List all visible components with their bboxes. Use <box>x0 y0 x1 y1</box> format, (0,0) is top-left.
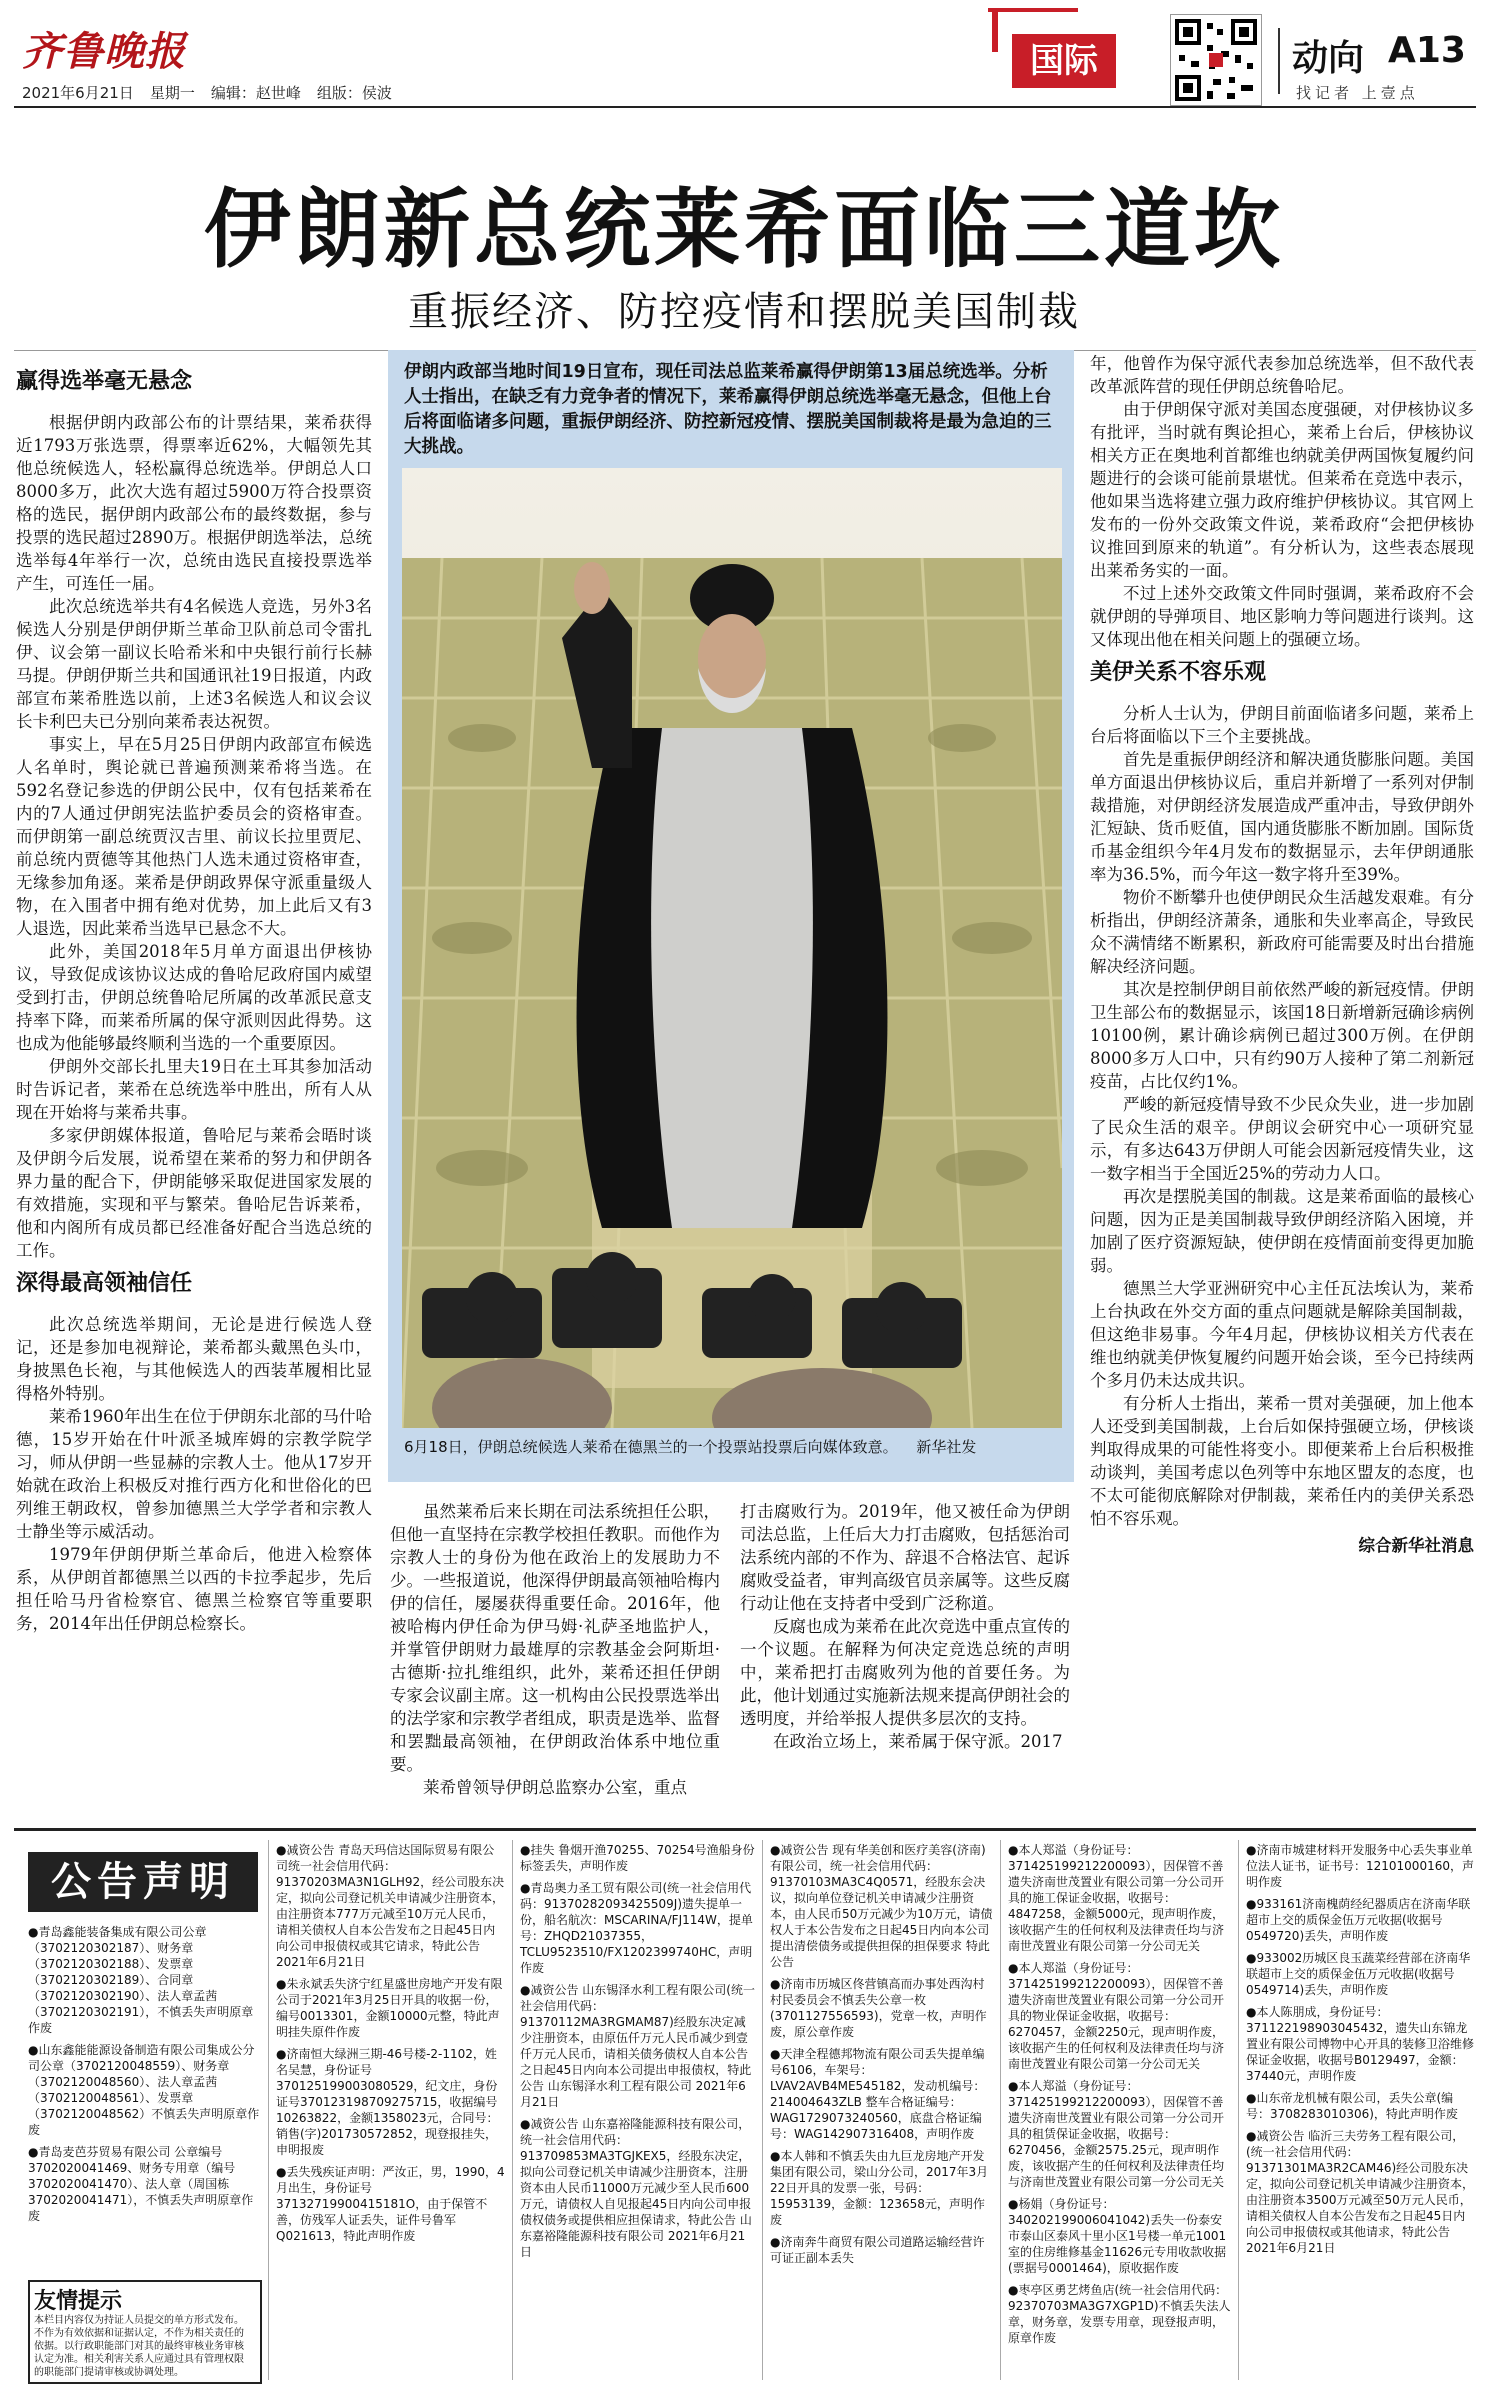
section-heading-us-iran: 美伊关系不容乐观 <box>1090 660 1267 685</box>
photo-credit: 新华社发 <box>916 1438 977 1456</box>
paragraph: 在政治立场上，莱希属于保守派。2017 <box>773 1732 1063 1751</box>
announcement-item: ●933002历城区良玉蔬菜经营部在济南华联超市上交的质保金伍万元收据(收据号0549714)丢失，声明作废 <box>1246 1951 1471 1997</box>
announcement-item: ●丢失残疾证声明：严汝正，男，1990，4月出生，身份证号37132719900415181O，由于保管不善，仿残军人证丢失，证件号鲁军Q021613，特此声明作废 <box>276 2165 505 2243</box>
paragraph: 根据伊朗内政部公布的计票结果，莱希获得近1793万张选票，得票率近62%，大幅领先其他总统候选人，轻松赢得总统选举。伊朗总人口8000多万，此次大选有超过5900万符合投票资格的选民，据伊朗内政部公布的最终数据，参与投票的选民超过2890万。根据伊朗选举法，总统选举每4年举行一次，总统由选民直接投票选举产生，可连任一届。 <box>16 413 372 593</box>
paragraph: 虽然莱希后来长期在司法系统担任公职，但他一直坚持在宗教学校担任教职。而他作为宗教人士的身份为他在政治上的发展助力不少。一些报道说，他深得伊朗最高领袖哈梅内伊的信任，屡屡获得重要任命。2016年，他被哈梅内伊任命为伊马姆·礼萨圣地监护人，并掌管伊朗财力最雄厚的宗教基金会阿斯坦·古德斯·拉扎维组织，此外，莱希还担任伊朗专家会议副主席。这一机构由公民投票选举出的法学家和宗教学者组成，职责是选举、监督和罢黜最高领袖，在伊朗政治体系中地位重要。 <box>390 1502 720 1774</box>
announcement-item: ●挂失 鲁烟开渔70255、70254号渔船身份标签丢失，声明作废 <box>520 1843 755 1873</box>
paragraph: 首先是重振伊朗经济和解决通货膨胀问题。美国单方面退出伊核协议后，重启并新增了一系列对伊制裁措施，对伊朗经济发展造成严重冲击，导致伊朗外汇短缺、货币贬值，国内通货膨胀不断加剧。国际货币基金组织今年4月发布的数据显示，去年伊朗通胀率为36.5%，而今年这一数字将升至39%。 <box>1090 750 1474 884</box>
announcement-item: ●济南奔牛商贸有限公司道路运输经营许可证正副本丢失 <box>770 2235 985 2265</box>
photo-caption <box>404 1436 1064 1457</box>
paragraph: 有分析人士指出，莱希一贯对美强硬，加上他本人还受到美国制裁，上台后如保持强硬立场，伊核谈判取得成果的可能性将变小。即便莱希上台后积极推动谈判，美国考虑以色列等中东地区盟友的态度，也不太可能彻底解除对伊制裁，莱希任内的美伊关系恐怕不容乐观。 <box>1090 1394 1474 1528</box>
announcement-item: ●本人郑溢（身份证号：371425199212200093），因保管不善遗失济南世茂置业有限公司第一分公司开具的施工保证金收据，收据号：4847258，金额5000元，现声明作废，该收据产生的任何权利及法律责任均与济南世茂置业有限公司第一分公司无关 <box>1008 1843 1225 1953</box>
paragraph: 不过上述外交政策文件同时强调，莱希政府不会就伊朗的导弹项目、地区影响力等问题进行谈判。这又体现出他在相关问题上的强硬立场。 <box>1090 584 1474 649</box>
paragraph: 伊朗外交部长扎里夫19日在土耳其参加活动时告诉记者，莱希在总统选举中胜出，所有人从现在开始将与莱希共事。 <box>16 1057 372 1122</box>
date: 2021年6月21日 <box>22 84 134 102</box>
caption-text: 6月18日，伊朗总统候选人莱希在德黑兰的一个投票站投票后向媒体致意。 <box>404 1438 898 1456</box>
announcement-item: ●济南恒大绿洲三期-46号楼-2-1102，姓名吴慧，身份证号370125199003080529，纪文庄，身份证号370123198709275715，收据编号10263822，金额1358023元，合同号：销售(字)201730572852，现登报挂失，申明报废 <box>276 2047 499 2157</box>
sub-headline: 重振经济、防控疫情和摆脱美国制裁 <box>408 289 1080 335</box>
dateline <box>22 82 408 103</box>
announcement-item: ●山东帝龙机械有限公司，丢失公章(编号：3708283010306)，特此声明作废 <box>1246 2091 1458 2121</box>
paragraph: 由于伊朗保守派对美国态度强硬，对伊核协议多有批评，当时就有舆论担心，莱希上台后，伊核协议相关方正在奥地利首都维也纳就美伊两国恢复履约问题进行的会谈可能前景堪忧。但莱希在竞选中表示，他如果当选将建立强力政府维护伊核协议。其官网上发布的一份外交政策文件说，莱希政府“会把伊核协议推回到原来的轨道”。有分析认为，这些表态展现出莱希务实的一面。 <box>1090 400 1474 580</box>
paragraph: 事实上，早在5月25日伊朗内政部宣布候选人名单时，舆论就已普遍预测莱希将当选。在592名登记参选的伊朗公民中，仅有包括莱希在内的7人通过伊朗宪法监护委员会的资格审查。而伊朗第一副总统贾汉吉里、前议长拉里贾尼、前总统内贾德等其他热门人选未通过资格审查，无缘参加角逐。莱希是伊朗政界保守派重量级人物，在入围者中拥有绝对优势，加上此后又有3人退选，因此莱希当选早已悬念不大。 <box>16 735 372 938</box>
paragraph: 其次是控制伊朗目前依然严峻的新冠疫情。伊朗卫生部公布的数据显示，该国18日新增新冠确诊病例10100例，累计确诊病例已超过300万例。在伊朗8000多万人口中，只有约90万人接种了第二剂新冠疫苗，占比仅约1%。 <box>1090 980 1474 1091</box>
paragraph: 分析人士认为，伊朗目前面临诸多问题，莱希上台后将面临以下三个主要挑战。 <box>1090 704 1474 746</box>
announcement-item: ●本人郑溢（身份证号：371425199212200093），因保管不善遗失济南世茂置业有限公司第一分公司开具的租赁保证金收据，收据号：6270456，金额2575.25元，现声明作废，该收据产生的任何权利及法律责任均与济南世茂置业有限公司第一分公司无关 <box>1008 2079 1225 2189</box>
announcement-item: ●青岛奥力圣工贸有限公司(统一社会信用代码：91370282093425509J)遗失提单一份，船名航次：MSCARINA/FJ114W，提单号：ZHQD21037355，TCLU9523510/FX1202399740HC，声明作废 <box>520 1881 753 1975</box>
reporter-slogan: 找记者 上壹点 <box>1296 84 1419 102</box>
announcement-item: ●本人郑溢（身份证号：371425199212200093），因保管不善遗失济南世茂置业有限公司第一分公司开具的物业保证金收据，收据号：6270457，金额2250元，现声明作废，该收据产生的任何权利及法律责任均与济南世茂置业有限公司第一分公司无关 <box>1008 1961 1225 2071</box>
column-divider <box>1238 1840 1239 2380</box>
paragraph: 此次总统选举期间，无论是进行候选人登记，还是参加电视辩论，莱希都头戴黑色头巾，身披黑色长袍，与其他候选人的西装革履相比显得格外特别。 <box>16 1315 372 1403</box>
middle-column-b <box>740 1500 1070 1753</box>
announcement-item: ●本人韩和不慎丢失由九巨龙房地产开发集团有限公司，梁山分公司，2017年3月22日开具的发票一张，号码：15953139，金额：123658元，声明作废 <box>770 2149 989 2227</box>
paragraph: 德黑兰大学亚洲研究中心主任瓦法埃认为，莱希上台执政在外交方面的重点问题就是解除美国制裁，但这绝非易事。今年4月起，伊核协议相关方代表在维也纳就美伊恢复履约问题开始会谈，至今已持续两个多月仍未达成共识。 <box>1090 1279 1474 1390</box>
announcement-item: ●减资公告 山东锡泽水利工程有限公司(统一社会信用代码：91370112MA3RGMAM87)经股东决定减少注册资本，由原伍仟万元人民币减少到壹仟万元人民币，请相关债务债权人自本公告之日起45日内向本公司提出申报债权，特此公告 山东锡泽水利工程有限公司 2021年6月21日 <box>520 1983 755 2109</box>
section-accent-bar <box>988 8 1078 12</box>
weekday: 星期一 <box>149 84 195 102</box>
announcement-item: ●减资公告 青岛天玛信达国际贸易有限公司统一社会信用代码：91370203MA3N1GLH92，经公司股东决定，拟向公司登记机关申请减少注册资本，由注册资本777万元减至10万元人民币，请相关债权人自本公告发布之日起45日内向公司申报债权或其它请求，特此公告 2021年6月21日 <box>276 1843 505 1969</box>
column-divider <box>512 1840 513 2380</box>
tip-title: 友情提示 <box>34 2289 123 2314</box>
main-headline: 伊朗新总统莱希面临三道坎 <box>204 180 1284 280</box>
announcement-rule <box>14 1828 1476 1831</box>
paragraph: 年，他曾作为保守派代表参加总统选举，但不敌代表改革派阵营的现任伊朗总统鲁哈尼。 <box>1090 354 1474 396</box>
announcement-column-5 <box>1008 1842 1232 2352</box>
paragraph: 莱希曾领导伊朗总监察办公室，重点 <box>423 1778 687 1797</box>
announcement-item: ●济南市城建材料开发服务中心丢失事业单位法人证书，证书号：12101000160，声明作废 <box>1246 1843 1474 1889</box>
announcement-item: ●减资公告 临沂三夫劳务工程有限公司，(统一社会信用代码：91371301MA3R2CAM46)经公司股东决定，拟向公司登记机关申请减少注册资本，由注册资本3500万元减至50万元人民币，请相关债权人自本公告发布之日起45日内向公司申报债权或其他请求，特此公告 2021年6月21日 <box>1246 2129 1475 2255</box>
paragraph: 再次是摆脱美国的制裁。这是莱希面临的最核心问题，因为正是美国制裁导致伊朗经济陷入困境，并加剧了医疗资源短缺，使伊朗在疫情面前变得更加脆弱。 <box>1090 1187 1474 1275</box>
paragraph: 严峻的新冠疫情导致不少民众失业，进一步加剧了民众生活的艰辛。伊朗议会研究中心一项研究显示，有多达643万伊朗人可能会因新冠疫情失业，这一数字相当于全国近25%的劳动力人口。 <box>1090 1095 1474 1183</box>
announcement-title: 公告声明 <box>28 1852 258 1912</box>
right-column <box>1090 352 1474 1557</box>
layout-editor: 组版：侯波 <box>316 84 392 102</box>
announcement-column-1 <box>28 1924 260 2230</box>
paragraph: 反腐也成为莱希在此次竞选中重点宣传的一个议题。在解释为何决定竞选总统的声明中，莱希把打击腐败列为他的首要任务。为此，他计划通过实施新法规来提高伊朗社会的透明度，并给举报人提供多层次的支持。 <box>740 1617 1070 1728</box>
column-divider <box>268 1840 269 2380</box>
paragraph: 1979年伊朗伊斯兰革命后，他进入检察体系，从伊朗首都德黑兰以西的卡拉季起步，先后担任哈马丹省检察官、德黑兰检察官等重要职务，2014年出任伊朗总检察长。 <box>16 1545 372 1633</box>
announcement-item: ●朱永斌丢失济宁红星盛世房地产开发有限公司于2021年3月25日开具的收据一份，编号0013301，金额10000元整，特此声明挂失原件作废 <box>276 1977 503 2039</box>
newspaper-logo: 齐鲁晚报 <box>22 28 186 75</box>
paragraph: 多家伊朗媒体报道，鲁哈尼与莱希会晤时谈及伊朗今后发展，说希望在莱希的努力和伊朗各界力量的配合下，伊朗能够采取促进国家发展的有效措施，实现和平与繁荣。鲁哈尼告诉莱希，他和内阁所有成员都已经准备好配合当选总统的工作。 <box>16 1126 372 1260</box>
source-signature: 综合新华社消息 <box>1358 1536 1474 1555</box>
announcement-item: ●枣亭区勇艺烤鱼店(统一社会信用代码：92370703MA3G7XGP1D)不慎丢失法人章，财务章，发票专用章，现登报声明，原章作废 <box>1008 2283 1231 2345</box>
paragraph: 此外，美国2018年5月单方面退出伊核协议，导致促成该协议达成的鲁哈尼政府国内威望受到打击，伊朗总统鲁哈尼所属的改革派民意支持率下降，而莱希所属的保守派则因此得势。这也成为他能够最终顺利当选的一个重要原因。 <box>16 942 372 1053</box>
tip-text: 本栏目内容仅为持证人员提交的单方形式发布。不作为有效依据和证据认定，不作为相关责任的依据。以行政职能部门对其的最终审核业务审核认定为准。相关利害关系人应通过具有管理权限的职能部门提请审核或协调处理。 <box>34 2315 244 2378</box>
announcement-column-3 <box>520 1842 756 2266</box>
qr-code-icon <box>1170 14 1262 106</box>
page-number: A13 <box>1388 30 1466 71</box>
lead-paragraph: 伊朗内政部当地时间19日宣布，现任司法总监莱希赢得伊朗第13届总统选举。分析人士指出，在缺乏有力竞争者的情况下，莱希赢得伊朗总统选举毫无悬念，但他上台后将面临诸多问题，重振伊朗经济、防控新冠疫情、摆脱美国制裁将是最为急迫的三大挑战。 <box>404 362 1052 457</box>
section-label: 国际 <box>1012 34 1116 88</box>
column-title: 动向 <box>1292 38 1365 79</box>
announcement-item: ●933161济南槐荫经纪器质店在济南华联超市上交的质保金伍万元收据(收据号0549720)丢失，声明作废 <box>1246 1897 1471 1943</box>
editor: 编辑：赵世峰 <box>210 84 301 102</box>
news-photo <box>402 468 1062 1428</box>
column-divider <box>1000 1840 1001 2380</box>
paragraph: 打击腐败行为。2019年，他又被任命为伊朗司法总监，上任后大力打击腐败，包括惩治司法系统内部的不作为、辞退不合格法官、起诉腐败受益者，审判高级官员亲属等。这些反腐行动让他在支持者中受到广泛称道。 <box>740 1502 1070 1613</box>
announcement-item: ●青岛麦芭芬贸易有限公司 公章编号 3702020041469、财务专用章（编号 3702020041470）、法人章（周国栋 3702020041471），不慎丢失声明原章作废 <box>28 2145 254 2223</box>
section-accent-side <box>992 12 998 52</box>
announcement-item: ●杨娟（身份证号：340202199006041042)丢失一份泰安市泰山区泰风十里小区1号楼一单元1001室的住房维修基金11626元专用收款收据(票据号0001464)，原收据作废 <box>1008 2197 1227 2275</box>
announcement-item: ●减资公告 现有华美创和医疗美容(济南)有限公司，统一社会信用代码：91370103MA3C4Q0571，经股东会决议，拟向单位登记机关申请减少注册资本，由人民币50万元减少为10万元，请债权人于本公告发布之日起45日内向本公司提出清偿债务或提供担保的担保要求 特此公告 <box>770 1843 993 1969</box>
announcement-item: ●减资公告 山东嘉裕隆能源科技有限公司，统一社会信用代码：913709853MA3TGJKEX5，经股东决定，拟向公司登记机关申请减少注册资本，注册资本由人民币11000万元减少至人民币600万元，请债权人自见报起45日内向公司申报债权债务或提供相应担保请求，特此公告 山东嘉裕隆能源科技有限公司 2021年6月21日 <box>520 2117 752 2259</box>
header-divider <box>1278 28 1280 94</box>
paragraph: 此次总统选举共有4名候选人竞选，另外3名候选人分别是伊朗伊斯兰革命卫队前总司令雷扎伊、议会第一副议长哈希米和中央银行前行长赫马提。伊朗伊斯兰共和国通讯社19日报道，内政部宣布莱希胜选以前，上述3名候选人和议会议长卡利巴夫已分别向莱希表达祝贺。 <box>16 597 372 731</box>
section-heading-trust: 深得最高领袖信任 <box>16 1271 193 1296</box>
paragraph: 莱希1960年出生在位于伊朗东北部的马什哈德，15岁开始在什叶派圣城库姆的宗教学院学习，师从伊朗一些显赫的宗教人士。他从17岁开始就在政治上积极反对推行西方化和世俗化的巴列维王朝政权，曾参加德黑兰大学学者和宗教人士静坐等示威活动。 <box>16 1407 372 1541</box>
announcement-column-6 <box>1246 1842 1474 2262</box>
announcement-item: ●青岛鑫能装备集成有限公司公章（3702120302187）、财务章（3702120302188）、发票章（3702120302189）、合同章（3702120302190）、法人章孟茜（3702120302191），不慎丢失声明原章作废 <box>28 1925 254 2035</box>
announcement-item: ●天津全程德邦物流有限公司丢失提单编号6106，车架号：LVAV2AVB4ME545182，发动机编号：214004643ZLB 整车合格证编号：WAG1729073240560，底盘合格证编号：WAG142907316408，声明作废 <box>770 2047 986 2141</box>
announcement-column-4 <box>770 1842 994 2272</box>
column-divider <box>762 1840 763 2380</box>
middle-column-a <box>390 1500 720 1799</box>
announcement-column-2 <box>276 1842 506 2250</box>
section-heading-election: 赢得选举毫无悬念 <box>16 369 193 394</box>
header-rule <box>14 106 1476 108</box>
left-column <box>16 360 372 1635</box>
announcement-item: ●山东鑫能能源设备制造有限公司集成公分司公章（3702120048559）、财务章（3702120048560）、法人章孟茜（3702120048561）、发票章（3702120048562）不慎丢失声明原章作废 <box>28 2043 260 2137</box>
announcement-item: ●济南市历城区佟营镇高而办事处西沟村村民委员会不慎丢失公章一枚(3701127556593)，党章一枚，声明作废，原公章作废 <box>770 1977 987 2039</box>
announcement-item: ●本人陈朋成，身份证号：371122198903045432，遗失山东锦龙置业有限公司博物中心开具的装修卫浴维修保证金收据，收据号B0129497，金额：37440元，声明作废 <box>1246 2005 1475 2083</box>
paragraph: 物价不断攀升也使伊朗民众生活越发艰难。有分析指出，伊朗经济萧条，通胀和失业率高企，导致民众不满情绪不断累积，新政府可能需要及时出台措施解决经济问题。 <box>1090 888 1474 976</box>
